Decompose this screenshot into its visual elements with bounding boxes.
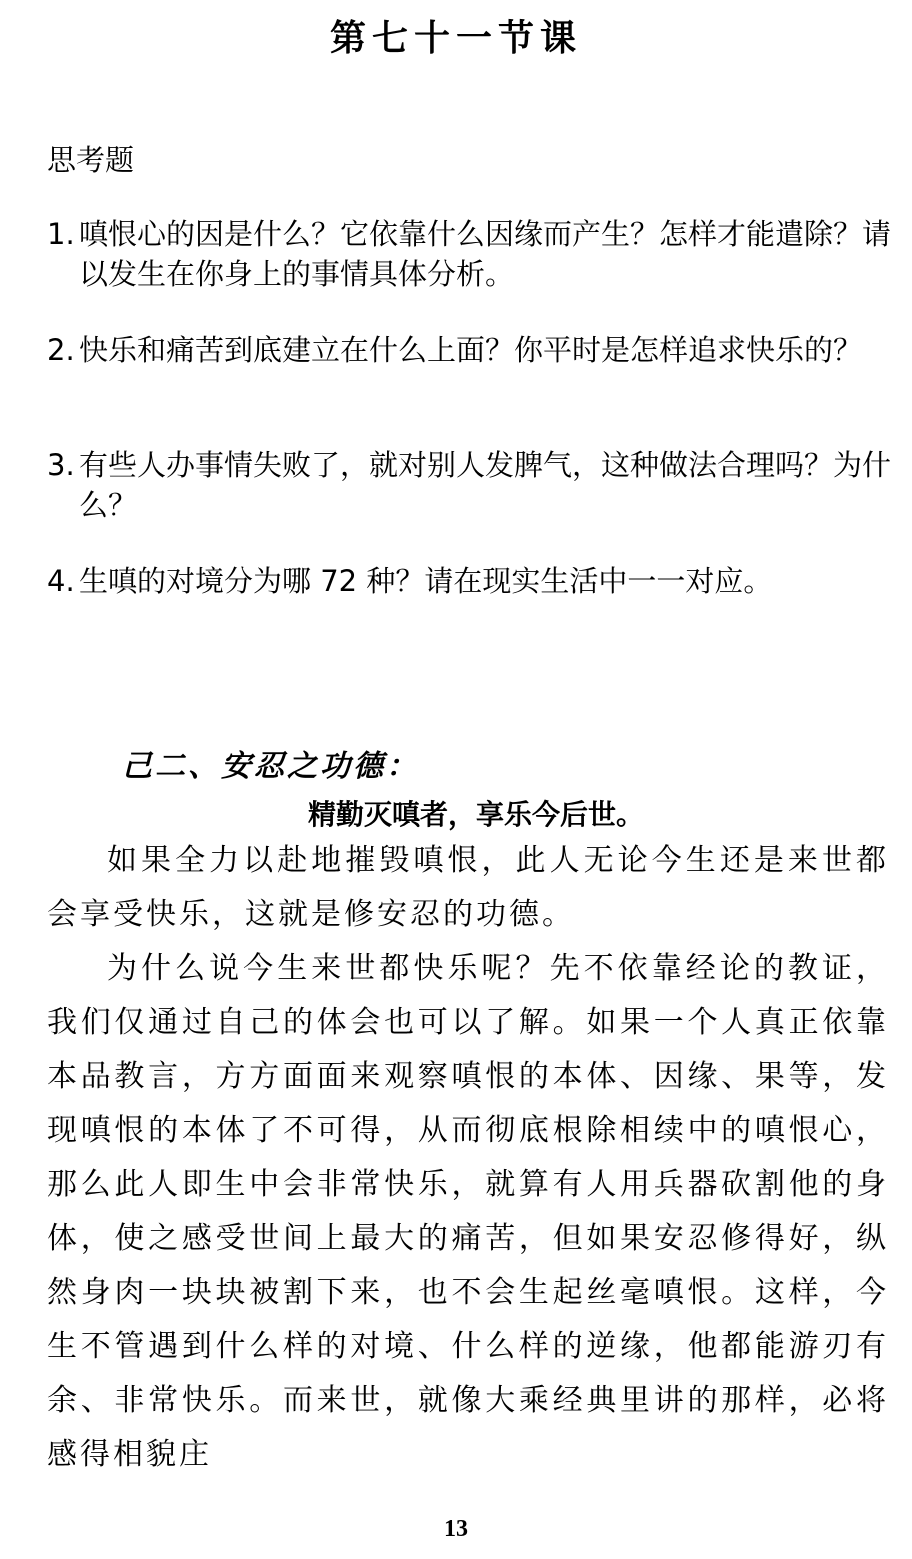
questions-heading: 思考题: [47, 143, 135, 177]
question-item: [47, 214, 897, 294]
lesson-title: 第七十一节课: [329, 18, 582, 59]
body-paragraph: 为什么说今生来世都快乐呢？先不依靠经论的教证，我们仅通过自己的体会也可以了解。如果一个人真正依靠本品教言，方方面面来观察嗔恨的本体、因缘、果等，发现嗔恨的本体了不可得，从而彻底根除相续中的嗔恨心，那么此人即生中会非常快乐，就算有人用兵器砍割他的身体，使之感受世间上最大的痛苦，但如果安忍修得好，纵然身肉一块块被割下来，也不会生起丝毫嗔恨。这样，今生不管遇到什么样的对境、什么样的逆缘，他都能游刃有余、非常快乐。而来世，就像大乘经典里讲的那样，必将感得相貌庄: [47, 951, 889, 1472]
question-item: [47, 330, 897, 370]
question-text: 有些人办事情失败了，就对别人发脾气，这种做法合理吗？为什么？: [79, 448, 892, 522]
question-item: [47, 445, 897, 525]
question-item: [47, 561, 897, 601]
body-paragraph: 如果全力以赴地摧毁嗔恨，此人无论今生还是来世都会享受快乐，这就是修安忍的功德。: [47, 843, 889, 932]
question-text: 生嗔的对境分为哪 72 种？请在现实生活中一一对应。: [79, 564, 773, 598]
section-heading: 己二、安忍之功德：: [122, 749, 419, 784]
question-text: 快乐和痛苦到底建立在什么上面？你平时是怎样追求快乐的？: [79, 333, 863, 367]
question-number: 1.: [47, 217, 75, 251]
question-number: 2.: [47, 333, 75, 367]
question-text: 嗔恨心的因是什么？它依靠什么因缘而产生？怎样才能遣除？请以发生在你身上的事情具体分析。: [79, 217, 892, 291]
root-verse: 精勤灭嗔者，享乐今后世。: [307, 798, 644, 831]
question-number: 3.: [47, 448, 75, 482]
page-number: 13: [444, 1516, 468, 1542]
question-number: 4.: [47, 564, 75, 598]
